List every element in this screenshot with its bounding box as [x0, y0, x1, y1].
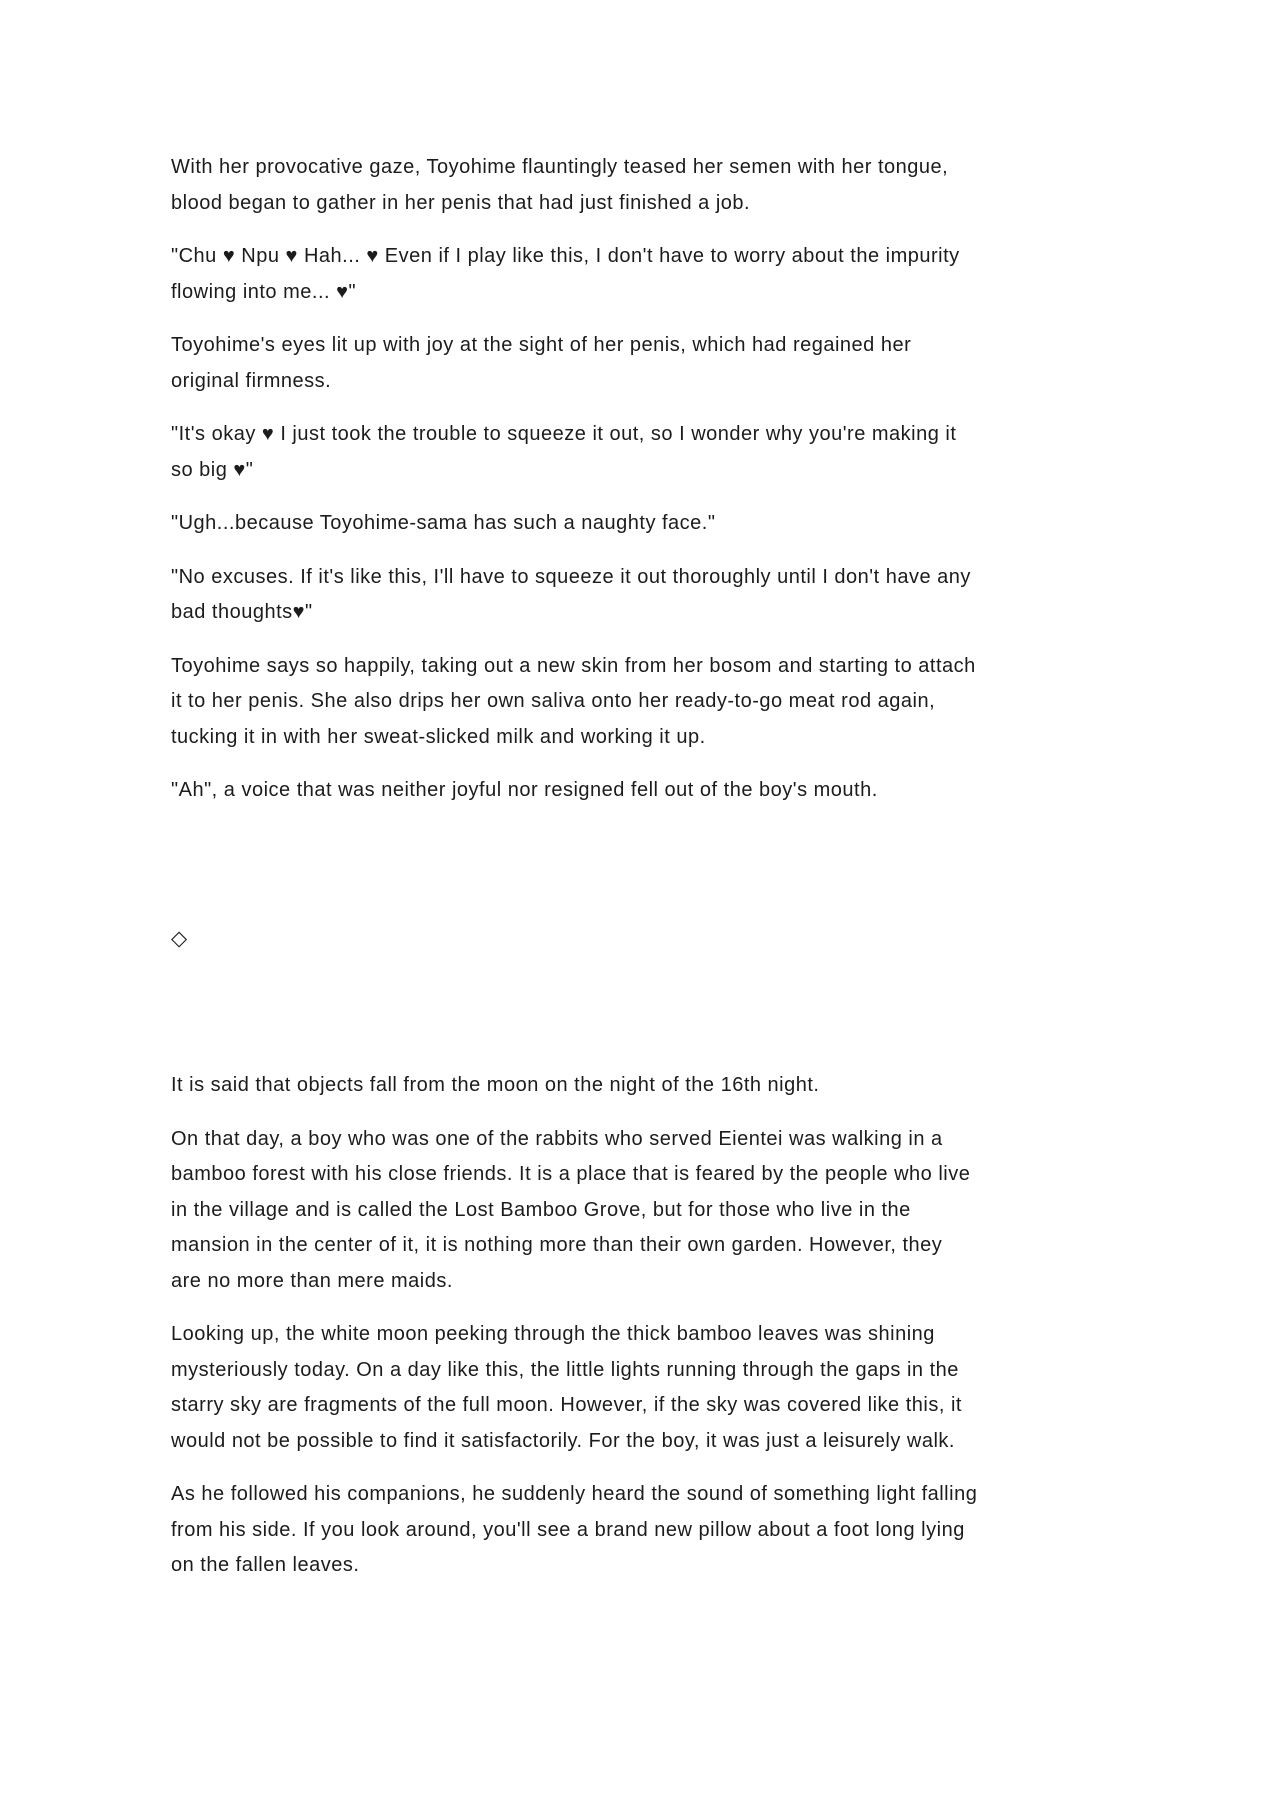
text-line: "Ugh...because Toyohime-sama has such a naughty face." — [171, 512, 716, 534]
text-line: With her provocative gaze, Toyohime flauntingly teased her semen with her tongue, — [171, 156, 949, 178]
text-line: It is said that objects fall from the moon on the night of the 16th night. — [171, 1074, 820, 1096]
text-line: tucking it in with her sweat-slicked milk and working it up. — [171, 725, 706, 748]
paragraph — [171, 1317, 1220, 1459]
text-line: As he followed his companions, he suddenly heard the sound of something light falling — [171, 1483, 978, 1505]
text-line: from his side. If you look around, you'll see a brand new pillow about a foot long lying — [171, 1518, 965, 1541]
paragraph — [171, 1122, 1220, 1300]
text-line: would not be possible to find it satisfactorily. For the boy, it was just a leisurely walk. — [171, 1429, 955, 1452]
text-line: On that day, a boy who was one of the rabbits who served Eientei was walking in a — [171, 1127, 943, 1150]
text-line: original firmness. — [171, 369, 332, 392]
text-line: starry sky are fragments of the full moon. However, if the sky was covered like this, it — [171, 1394, 962, 1416]
paragraph — [171, 649, 1220, 756]
text-line: mysteriously today. On a day like this, the little lights running through the gaps in the — [171, 1358, 959, 1381]
text-line: are no more than mere maids. — [171, 1269, 453, 1292]
paragraph — [171, 773, 1220, 809]
text-line: in the village and is called the Lost Bamboo Grove, but for those who live in the — [171, 1198, 911, 1221]
text-line: mansion in the center of it, it is nothing more than their own garden. However, they — [171, 1234, 943, 1256]
diamond-icon: ◇ — [171, 926, 188, 950]
paragraph — [171, 560, 1220, 631]
paragraph — [171, 239, 1220, 310]
text-line: "Ah", a voice that was neither joyful nor resigned fell out of the boy's mouth. — [171, 779, 878, 801]
text-line: flowing into me... ♥" — [171, 280, 357, 303]
text-line: "Chu ♥ Npu ♥ Hah... ♥ Even if I play like this, I don't have to worry about the impurity — [171, 245, 960, 267]
section-divider — [171, 921, 1220, 957]
text-line: bamboo forest with his close friends. It is a place that is feared by the people who live — [171, 1163, 971, 1185]
paragraph — [171, 506, 1220, 542]
paragraph — [171, 1068, 1220, 1104]
text-line: Toyohime says so happily, taking out a new skin from her bosom and starting to attach — [171, 654, 976, 677]
text-line: blood began to gather in her penis that had just finished a job. — [171, 191, 751, 214]
text-line: bad thoughts♥" — [171, 601, 313, 623]
paragraph — [171, 1477, 1220, 1584]
paragraph — [171, 328, 1220, 399]
text-line: "No excuses. If it's like this, I'll have to squeeze it out thoroughly until I don't have any — [171, 565, 971, 588]
text-line: "It's okay ♥ I just took the trouble to squeeze it out, so I wonder why you're making it — [171, 423, 957, 445]
text-line: Looking up, the white moon peeking through the thick bamboo leaves was shining — [171, 1323, 935, 1345]
text-line: it to her penis. She also drips her own saliva onto her ready-to-go meat rod again, — [171, 690, 936, 712]
paragraph — [171, 417, 1220, 488]
text-line: so big ♥" — [171, 458, 254, 481]
document-body — [171, 150, 1220, 1584]
text-line: on the fallen leaves. — [171, 1554, 360, 1576]
text-line: Toyohime's eyes lit up with joy at the sight of her penis, which had regained her — [171, 334, 912, 356]
paragraph — [171, 150, 1220, 221]
